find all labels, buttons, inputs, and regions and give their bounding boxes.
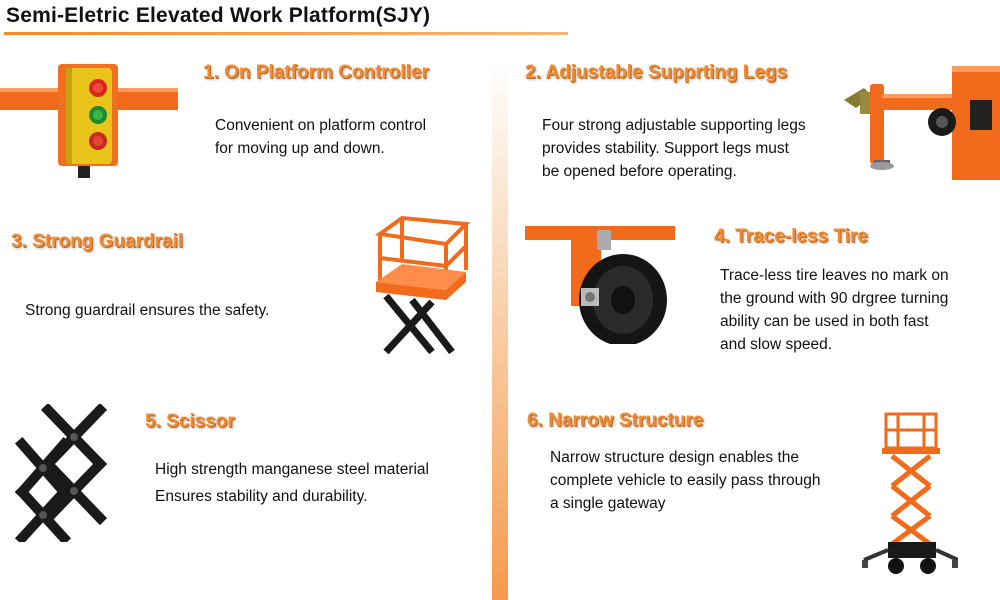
feature-6-line: complete vehicle to easily pass through [550, 472, 821, 489]
feature-2-description [542, 114, 806, 183]
feature-4-line: the ground with 90 drgree turning [720, 290, 949, 307]
feature-1-heading: 1. On Platform Controller [203, 62, 429, 83]
full-lift-image [862, 410, 958, 580]
feature-2-line: be opened before operating. [542, 163, 737, 180]
feature-3-description [25, 299, 269, 322]
supporting-leg-image [842, 60, 1000, 180]
feature-4-line: and slow speed. [720, 336, 833, 353]
feature-6-line: Narrow structure design enables the [550, 449, 799, 466]
scissor-arms-image [14, 404, 118, 542]
feature-5-description [155, 458, 429, 508]
feature-5-heading: 5. Scissor [145, 411, 235, 432]
guardrail-platform-image [362, 212, 470, 354]
feature-1-description [215, 114, 426, 160]
caster-tire-image [525, 226, 675, 344]
title-underline [4, 32, 568, 35]
feature-2-heading: 2. Adjustable Supprting Legs [525, 62, 788, 83]
feature-1-line: Convenient on platform control [215, 117, 427, 134]
controller-box-image [0, 62, 178, 182]
feature-4-line: ability can be used in both fast [720, 313, 929, 330]
feature-3-heading: 3. Strong Guardrail [11, 231, 184, 252]
feature-1-line: for moving up and down. [215, 140, 385, 157]
center-divider [492, 60, 508, 600]
feature-4-description [720, 264, 949, 356]
feature-2-line: provides stability. Support legs must [542, 140, 789, 157]
feature-4-heading: 4. Trace-less Tire [714, 226, 868, 247]
feature-2-line: Four strong adjustable supporting legs [542, 117, 806, 134]
feature-4-line: Trace-less tire leaves no mark on [720, 267, 949, 284]
feature-6-description [550, 446, 821, 515]
feature-6-heading: 6. Narrow Structure [527, 410, 704, 431]
feature-3-line: Strong guardrail ensures the safety. [25, 302, 270, 319]
page-title: Semi-Eletric Elevated Work Platform(SJY) [6, 4, 431, 27]
feature-5-line: Ensures stability and durability. [155, 488, 368, 505]
feature-6-line: a single gateway [550, 495, 666, 512]
feature-5-line: High strength manganese steel material [155, 461, 429, 478]
